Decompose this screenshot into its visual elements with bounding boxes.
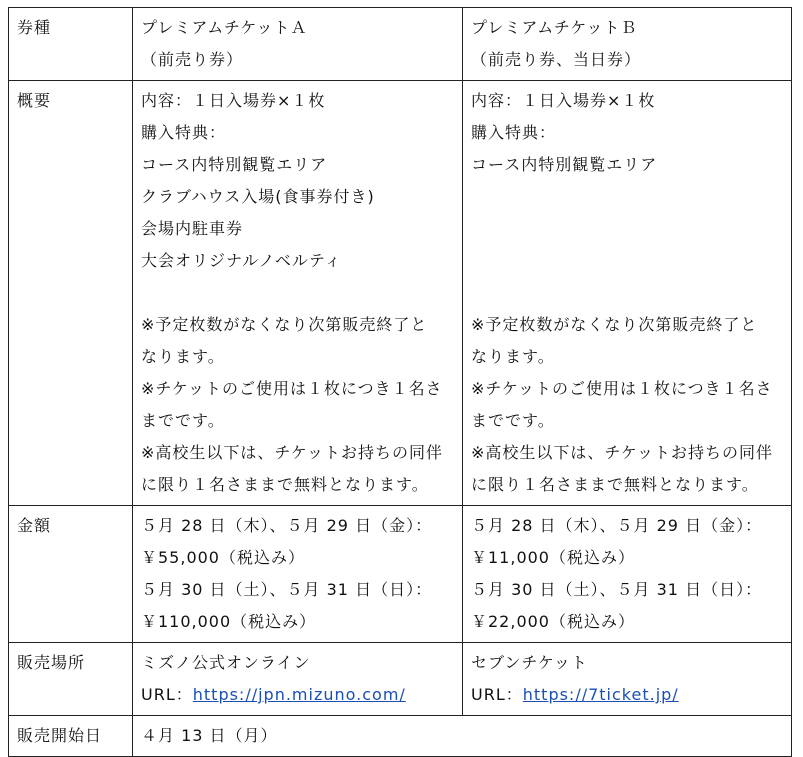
- spacer: [471, 213, 783, 245]
- ticket-a-url-link[interactable]: https://jpn.mizuno.com/: [192, 685, 406, 704]
- ticket-a-price-weekday: ￥55,000（税込み）: [141, 548, 305, 567]
- ticket-a-place: [133, 643, 463, 716]
- url-prefix: URL：: [141, 685, 193, 704]
- ticket-a-sale-type: （前売り券）: [141, 50, 244, 69]
- ticket-a-price: [133, 506, 463, 643]
- ticket-b-benefit: コース内特別観覧エリア: [471, 155, 658, 174]
- row-sales-place: [9, 643, 792, 716]
- ticket-b-dates-weekday: ５月 28 日（木）、５月 29 日（金）：: [471, 516, 763, 535]
- ticket-b-note: ※高校生以下は、チケットお持ちの同伴: [471, 443, 773, 462]
- ticket-b-note: なります。: [471, 347, 555, 366]
- ticket-a-note: なります。: [141, 347, 225, 366]
- row-overview: [9, 81, 792, 506]
- ticket-b-benefit-title: 購入特典：: [471, 123, 557, 142]
- ticket-a-note: ※予定枚数がなくなり次第販売終了と: [141, 315, 428, 334]
- ticket-a-overview: [133, 81, 463, 506]
- ticket-a-name-cell: [133, 8, 463, 81]
- row-sales-start: [9, 716, 792, 757]
- ticket-a-note: に限り１名さままで無料となります。: [141, 475, 429, 494]
- header-sales-place: 販売場所: [9, 643, 133, 716]
- header-sales-start: 販売開始日: [9, 716, 133, 757]
- spacer: [471, 181, 783, 213]
- url-prefix: URL：: [471, 685, 523, 704]
- ticket-a-url-line: [141, 679, 454, 711]
- ticket-b-note: ※予定枚数がなくなり次第販売終了と: [471, 315, 758, 334]
- ticket-b-note: までです。: [471, 411, 555, 430]
- ticket-b-name: プレミアムチケットＢ: [471, 18, 638, 37]
- row-price: [9, 506, 792, 643]
- ticket-a-dates-weekend: ５月 30 日（土）、５月 31 日（日）：: [141, 580, 433, 599]
- ticket-b-price-weekday: ￥11,000（税込み）: [471, 548, 635, 567]
- ticket-a-note: までです。: [141, 411, 225, 430]
- sales-start-date: ４月 13 日（月）: [133, 716, 792, 757]
- ticket-table: [8, 7, 792, 757]
- spacer: [141, 277, 454, 309]
- ticket-b-url-line: [471, 679, 783, 711]
- ticket-a-benefit: 大会オリジナルノベルティ: [141, 251, 342, 270]
- ticket-b-note: に限り１名さままで無料となります。: [471, 475, 759, 494]
- spacer: [471, 245, 783, 277]
- ticket-a-dates-weekday: ５月 28 日（木）、５月 29 日（金）：: [141, 516, 433, 535]
- ticket-b-price-weekend: ￥22,000（税込み）: [471, 612, 635, 631]
- ticket-a-benefit-title: 購入特典：: [141, 123, 227, 142]
- ticket-b-url-link[interactable]: https://7ticket.jp/: [522, 685, 679, 704]
- ticket-b-price: [463, 506, 792, 643]
- ticket-b-sale-type: （前売り券、当日券）: [471, 50, 642, 69]
- ticket-a-benefit: クラブハウス入場(食事券付き): [141, 187, 375, 206]
- ticket-b-place: [463, 643, 792, 716]
- header-overview: 概要: [9, 81, 133, 506]
- ticket-a-price-weekend: ￥110,000（税込み）: [141, 612, 317, 631]
- ticket-a-benefit: 会場内駐車券: [141, 219, 244, 238]
- spacer: [471, 277, 783, 309]
- ticket-a-note: ※高校生以下は、チケットお持ちの同伴: [141, 443, 443, 462]
- ticket-a-content: 内容：１日入場券×１枚: [141, 91, 326, 110]
- ticket-b-note: ※チケットのご使用は１枚につき１名さ: [471, 379, 773, 398]
- header-ticket-type: 券種: [9, 8, 133, 81]
- header-price: 金額: [9, 506, 133, 643]
- ticket-a-note: ※チケットのご使用は１枚につき１名さ: [141, 379, 443, 398]
- ticket-b-shop-name: セブンチケット: [471, 653, 588, 672]
- ticket-a-benefit: コース内特別観覧エリア: [141, 155, 328, 174]
- ticket-b-overview: [463, 81, 792, 506]
- ticket-b-content: 内容：１日入場券×１枚: [471, 91, 656, 110]
- ticket-b-dates-weekend: ５月 30 日（土）、５月 31 日（日）：: [471, 580, 763, 599]
- ticket-a-shop-name: ミズノ公式オンライン: [141, 653, 311, 672]
- row-ticket-type: [9, 8, 792, 81]
- ticket-b-name-cell: [463, 8, 792, 81]
- ticket-a-name: プレミアムチケットＡ: [141, 18, 308, 37]
